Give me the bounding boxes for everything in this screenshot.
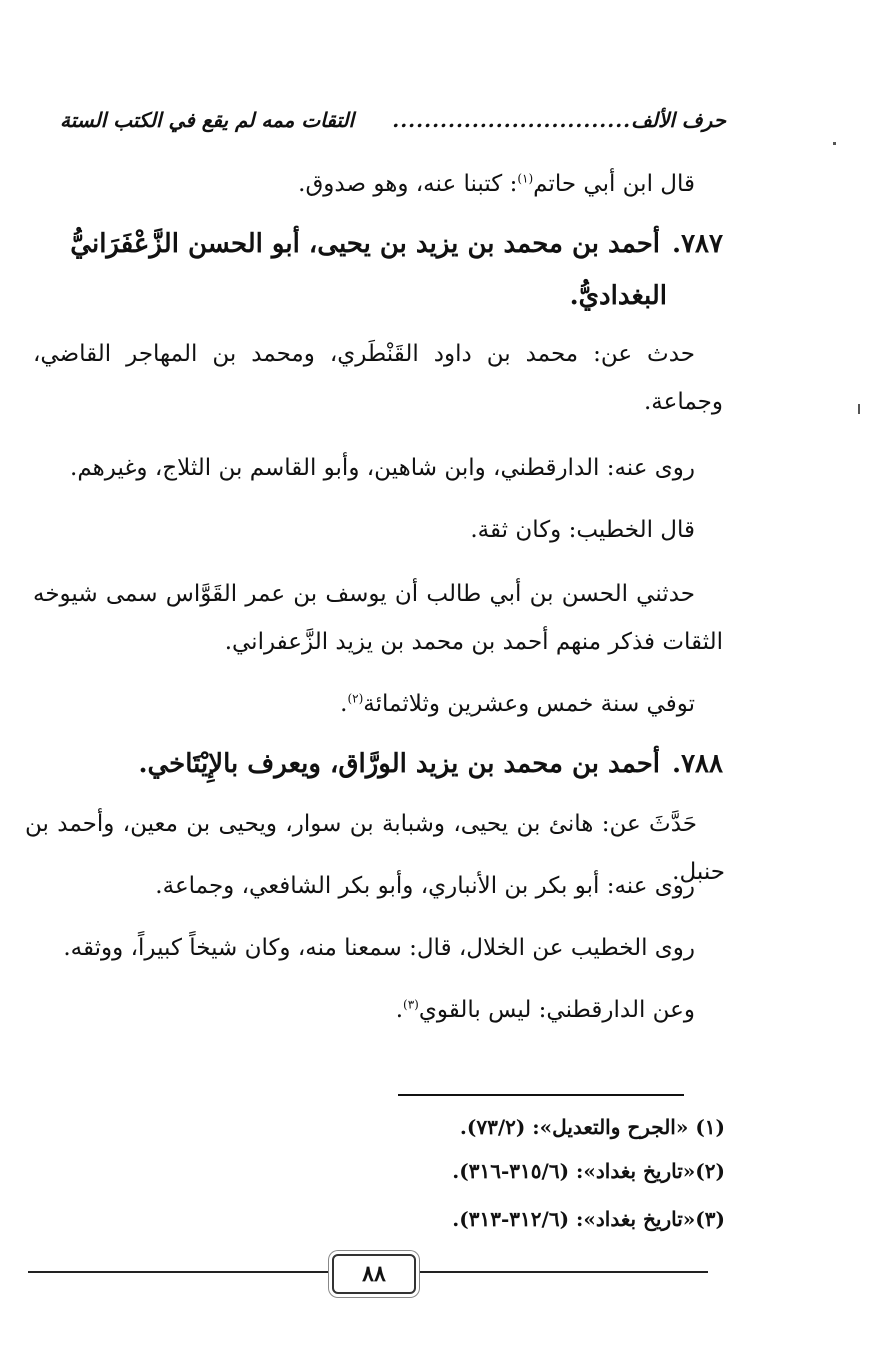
scan-speck <box>858 404 860 414</box>
footnote-2: (٢)«تاريخ بغداد»: (٣١٥/٦-٣١٦). <box>452 1159 725 1183</box>
entry-number: ٧٨٧. <box>672 229 723 259</box>
paragraph-text-end: . <box>340 691 348 717</box>
footnote-ref-3: (٣) <box>403 997 419 1012</box>
entry-787-heading <box>33 218 723 322</box>
paragraph-text: توفي سنة خمس وعشرين وثلاثمائة <box>363 691 695 717</box>
paragraph-text-end: : كتبنا عنه، وهو صدوق. <box>298 171 518 197</box>
entry-name: أحمد بن محمد بن يزيد الورَّاق، ويعرف بالإِيْتَاخي. <box>138 749 661 779</box>
paragraph-text: وعن الدارقطني: ليس بالقوي <box>418 997 695 1023</box>
paragraph-text: قال ابن أبي حاتم <box>533 171 695 197</box>
header-book-title: التقات ممه لم يقع في الكتب الستة <box>60 108 355 132</box>
footnote-3: (٣)«تاريخ بغداد»: (٣١٢/٦-٣١٣). <box>452 1207 725 1231</box>
page-number-box <box>332 1254 416 1294</box>
entry-787-teachers: حدث عن: محمد بن داود القَنْطَري، ومحمد بن المهاجر القاضي، وجماعة. <box>33 341 723 415</box>
header-leader-dots: .............................. <box>392 108 632 132</box>
entry-number: ٧٨٨. <box>672 749 723 779</box>
header-chapter: حرف الألف <box>631 108 726 132</box>
footnote-separator <box>398 1094 684 1096</box>
entry-788-heading <box>33 738 723 790</box>
footnote-ref-1: (١) <box>517 171 534 186</box>
running-header <box>60 108 726 140</box>
entry-name-line1: أحمد بن محمد بن يزيد بن يحيى، أبو الحسن الزَّعْفَرَانيُّ <box>70 229 661 259</box>
footnote-1: (١) «الجرح والتعديل»: (٧٣/٢). <box>459 1115 725 1139</box>
entry-788-teachers: حَدَّثَ عن: هانئ بن يحيى، وشبابة بن سوار، ويحيى بن معين، وأحمد بن حنبل. <box>25 811 725 885</box>
entry-787-death <box>33 680 723 728</box>
entry-787-qawwas: حدثني الحسن بن أبي طالب أن يوسف بن عمر القَوَّاس سمى شيوخه الثقات فذكر منهم أحمد بن محمد بن يزيد الزَّعفراني. <box>33 581 723 655</box>
paragraph-text-end: . <box>395 997 403 1023</box>
entry-787-khatib: قال الخطيب: وكان ثقة. <box>470 517 695 543</box>
page-number: ٨٨ <box>362 1261 386 1287</box>
entry-787-students: روى عنه: الدارقطني، وابن شاهين، وأبو القاسم بن الثلاج، وغيرهم. <box>70 455 695 481</box>
scan-speck <box>833 142 836 145</box>
entry-788-khatib: روى الخطيب عن الخلال، قال: سمعنا منه، وكان شيخاً كبيراً، ووثقه. <box>63 935 695 961</box>
entry-name-line2: البغداديُّ. <box>569 281 667 311</box>
entry-788-daraqutni <box>33 986 723 1034</box>
paragraph-abi-hatim <box>33 160 723 208</box>
footnote-ref-2: (٢) <box>347 691 364 706</box>
header-section <box>392 108 726 132</box>
entry-788-students: روى عنه: أبو بكر بن الأنباري، وأبو بكر الشافعي، وجماعة. <box>155 873 695 899</box>
